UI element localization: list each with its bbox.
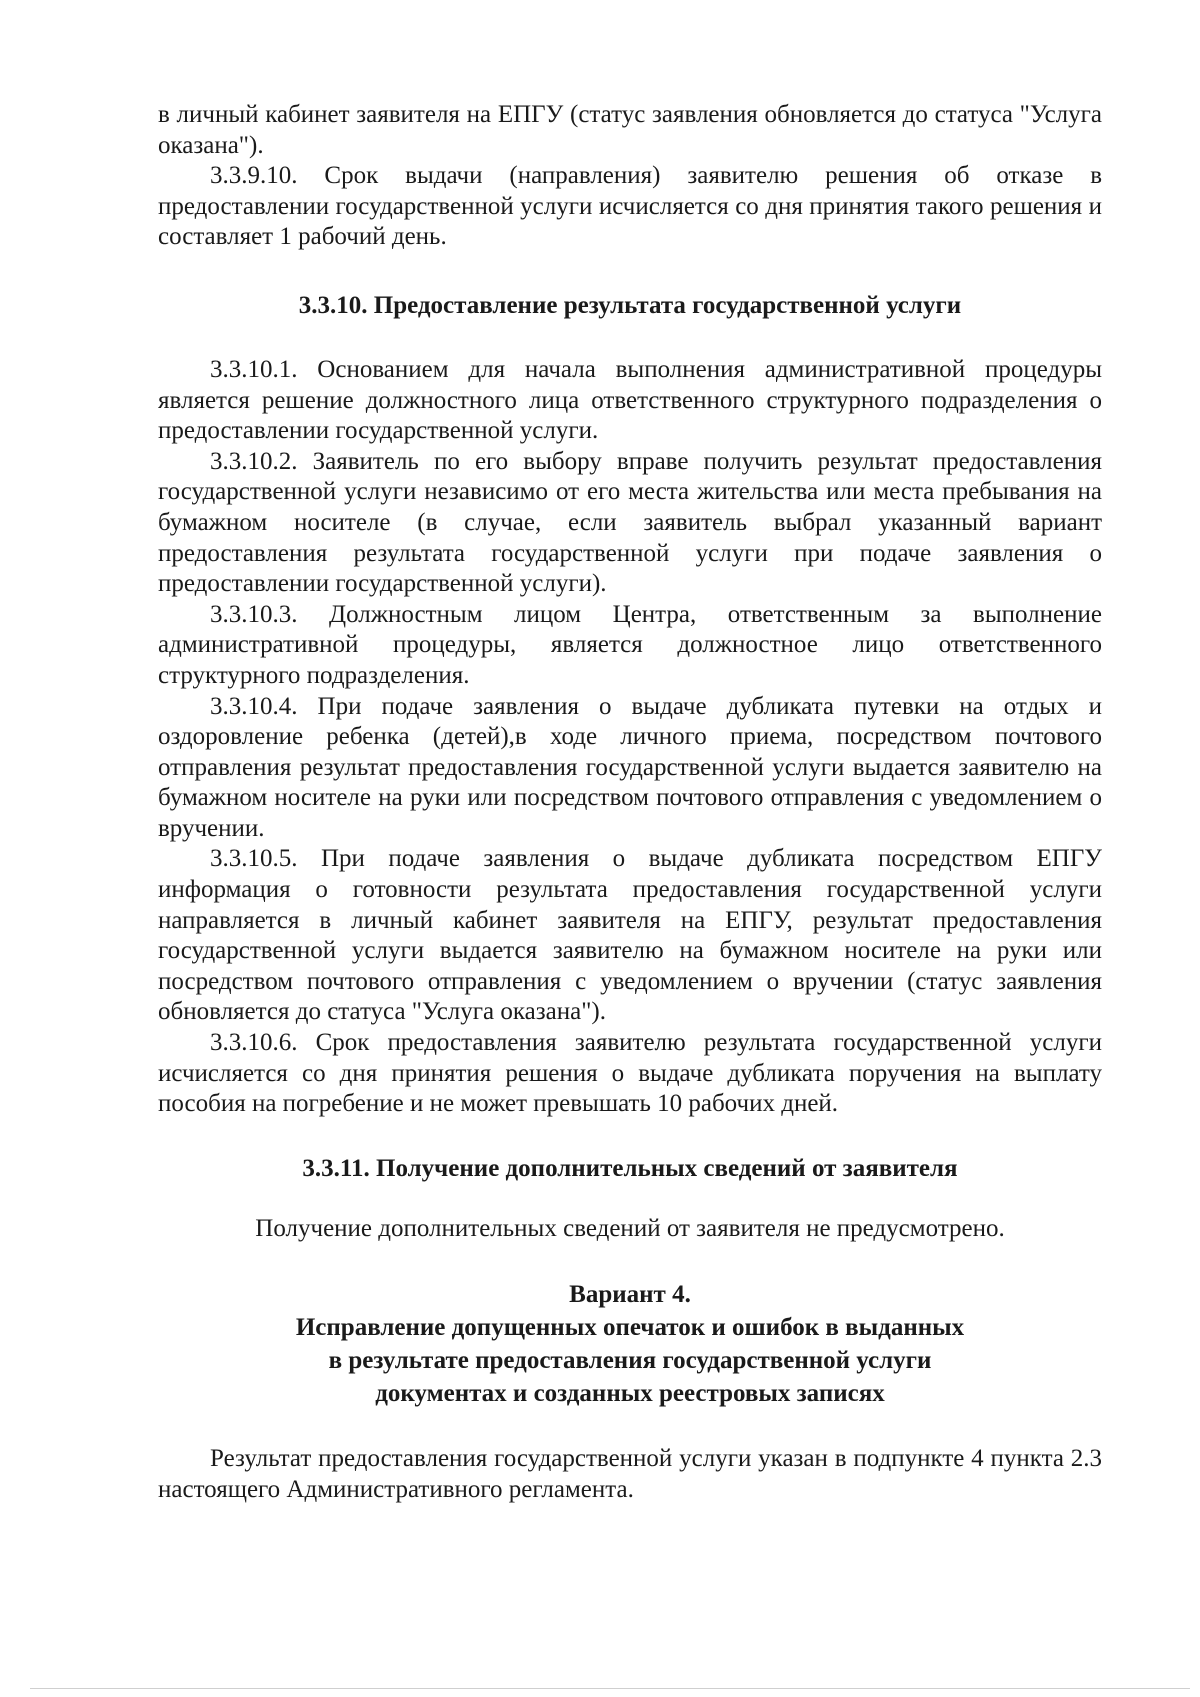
variant-subtitle-line-2: в результате предоставления государственной услуги (328, 1347, 932, 1375)
paragraph-3-3-10-2: 3.3.10.2. Заявитель по его выбору вправе получить результат предоставления государственной услуги независимо от его места жительства или места пребывания на бумажном носителе (в случае, если заявитель выбрал указанный вариант предоставления результата государственной услуги при подаче заявления о предоставлении государственной услуги). (158, 447, 1102, 598)
document-body (158, 100, 1102, 1506)
section-heading-3-3-10: 3.3.10. Предоставление результата государственной услуги (298, 291, 962, 319)
paragraph-result: Результат предоставления государственной услуги указан в подпункте 4 пункта 2.3 настоящего Административного регламента. (158, 1445, 1102, 1503)
paragraph-3-3-10-5: 3.3.10.5. При подаче заявления о выдаче дубликата посредством ЕПГУ информация о готовности результата предоставления государственной услуги направляется в личный кабинет заявителя на ЕПГУ, результат предоставления государственной услуги выдается заявителю на бумажном носителе на руки или посредством почтового отправления с уведомлением о вручении (статус заявления обновляется до статуса "Услуга оказана"). (158, 845, 1102, 1026)
paragraph-3-3-10-3: 3.3.10.3. Должностным лицом Центра, ответственным за выполнение административной процедуры, является должностное лицо ответственного структурного подразделения. (158, 600, 1102, 689)
paragraph-3-3-10-4: 3.3.10.4. При подаче заявления о выдаче дубликата путевки на отдых и оздоровление ребенка (детей),в ходе личного приема, посредством почтового отправления результат предоставления государственной услуги выдается заявителю на бумажном носителе на руки или посредством почтового отправления с уведомлением о вручении. (158, 692, 1102, 842)
variant-subtitle-line-3: документах и созданных реестровых записях (375, 1380, 885, 1408)
paragraph-3-3-10-6: 3.3.10.6. Срок предоставления заявителю результата государственной услуги исчисляется со дня принятия решения о выдаче дубликата поручения на выплату пособия на погребение и не может превышать 10 рабочих дней. (158, 1029, 1102, 1118)
paragraph-continuation: в личный кабинет заявителя на ЕПГУ (статус заявления обновляется до статуса "Услуга оказана"). (158, 101, 1102, 159)
paragraph-3-3-11: Получение дополнительных сведений от заявителя не предусмотрено. (255, 1214, 1005, 1242)
variant-subtitle-line-1: Исправление допущенных опечаток и ошибок в выданных (295, 1314, 965, 1342)
paragraph-3-3-10-1: 3.3.10.1. Основанием для начала выполнения административной процедуры является решение должностного лица ответственного структурного подразделения о предоставлении государственной услуги. (158, 355, 1102, 445)
section-heading-3-3-11: 3.3.11. Получение дополнительных сведений от заявителя (302, 1154, 958, 1182)
variant-title: Вариант 4. (569, 1281, 691, 1309)
page-bottom-edge (30, 1688, 1190, 1689)
paragraph-3-3-9-10: 3.3.9.10. Срок выдачи (направления) заявителю решения об отказе в предоставлении государственной услуги исчисляется со дня принятия такого решения и составляет 1 рабочий день. (158, 162, 1102, 251)
variant-heading-block (158, 1278, 1102, 1410)
